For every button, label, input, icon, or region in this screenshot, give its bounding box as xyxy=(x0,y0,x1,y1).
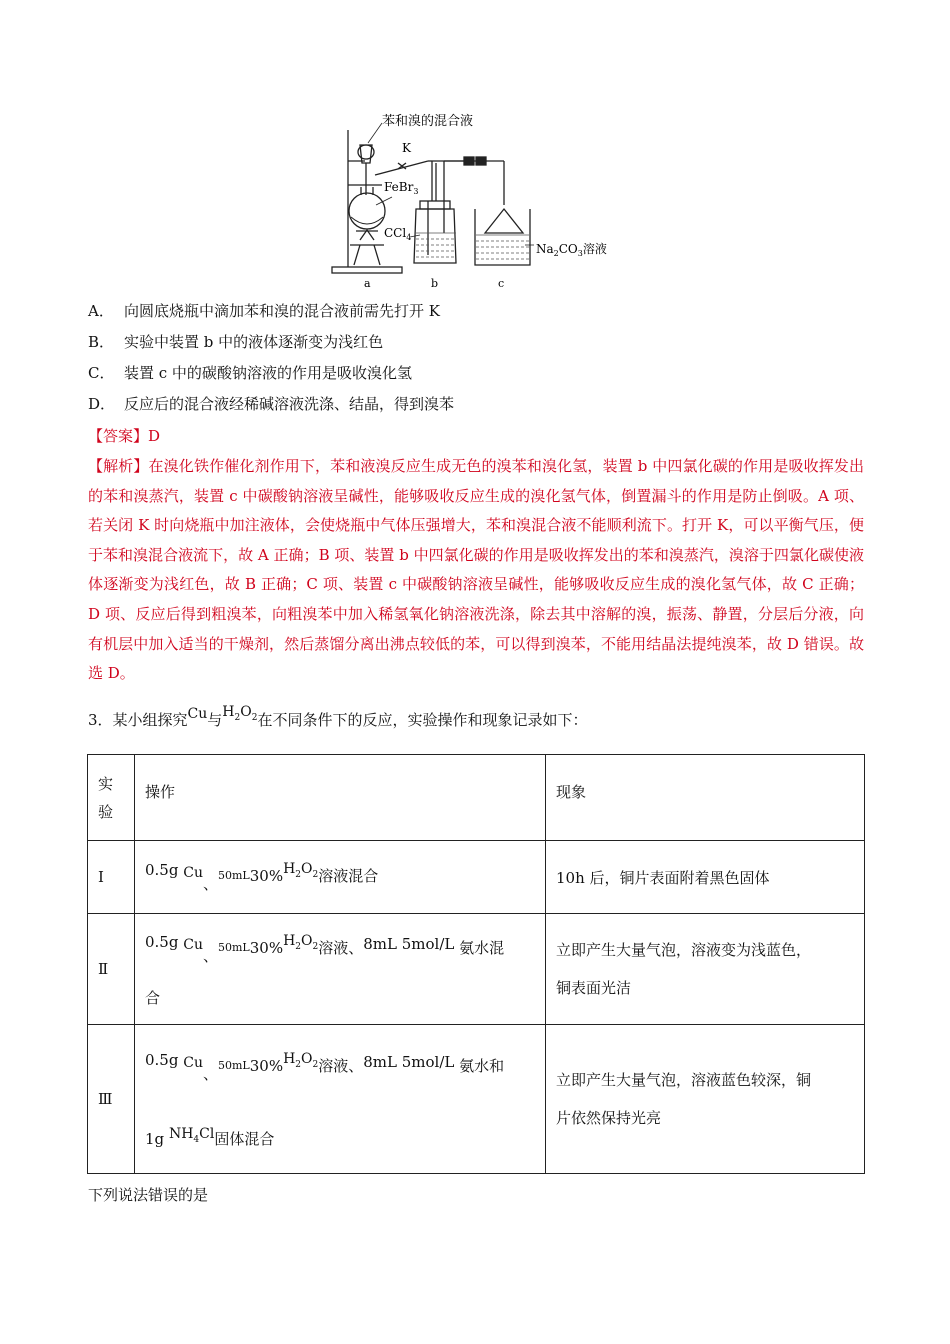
header-experiment: 实 验 xyxy=(88,755,135,841)
row-id: Ⅲ xyxy=(88,1025,135,1174)
apparatus-figure xyxy=(320,105,630,295)
option-a: A． 向圆底烧瓶中滴加苯和溴的混合液前需先打开 K xyxy=(88,302,440,320)
label-c: c xyxy=(498,277,505,290)
table-row xyxy=(88,914,865,1025)
row-result: 10h 后，铜片表面附着黑色固体 xyxy=(546,841,865,914)
row-result: 立即产生大量气泡，溶液蓝色较深，铜 片依然保持光亮 xyxy=(546,1025,865,1174)
table-row xyxy=(88,1025,865,1174)
label-mixture: 苯和溴的混合液 xyxy=(382,114,474,129)
option-c: C． 装置 c 中的碳酸钠溶液的作用是吸收溴化氢 xyxy=(88,364,412,382)
label-febr3: FeBr$_3$ xyxy=(384,180,419,196)
experiment-table xyxy=(87,754,865,1174)
label-ccl4: CCl$_4$ xyxy=(384,226,412,242)
label-na2co3: $Na_2CO_3$溶液 xyxy=(536,242,607,258)
row-operation: 0.5g Cu、$50mL30\%H_2O_2$溶液、8mL 5mol/L 氨水混 合 xyxy=(135,914,546,1025)
row-id: Ⅱ xyxy=(88,914,135,1025)
header-operation: 操作 xyxy=(135,755,546,841)
label-a: a xyxy=(364,277,371,290)
row-operation: 0.5g Cu、$50mL30\%H_2O_2$溶液混合 xyxy=(135,841,546,914)
label-b: b xyxy=(431,277,439,290)
option-d: D． 反应后的混合液经稀碱溶液洗涤、结晶，得到溴苯 xyxy=(88,395,455,413)
table-row xyxy=(88,841,865,914)
label-k: K xyxy=(402,141,411,155)
option-b: B． 实验中装置 b 中的液体逐渐变为浅红色 xyxy=(88,333,384,351)
row-id: Ⅰ xyxy=(88,841,135,914)
table-header xyxy=(88,755,865,841)
row-operation: 0.5g Cu、$50mL30\%H_2O_2$溶液、8mL 5mol/L 氨水和 1g $NH_4Cl$固体混合 xyxy=(135,1025,546,1174)
question-3: 3．某小组探究Cu与$H_2O_2$在不同条件下的反应，实验操作和现象记录如下： xyxy=(88,704,588,729)
row-result: 立即产生大量气泡，溶液变为浅蓝色， 铜表面光洁 xyxy=(546,914,865,1025)
following-statement: 下列说法错误的是 xyxy=(88,1186,209,1204)
answer: 【答案】D xyxy=(88,427,161,445)
header-phenomenon: 现象 xyxy=(546,755,865,841)
analysis: 【解析】在溴化铁作催化剂作用下，苯和液溴反应生成无色的溴苯和溴化氢，装置 b 中四氯化碳的作用是吸收挥发出的苯和溴蒸汽，装置 c 中碳酸钠溶液呈碱性，能够吸收反应生成的溴化氢气体，倒置漏斗的作用是防止倒吸。A 项、若关闭 K 时向烧瓶中加注液体，会使烧瓶中气体压强增大，苯和溴混合液不能顺利流下。打开 K，可以平衡气压，便于苯和溴混合液流下，故 A 正确；B 项、装置 b 中四氯化碳的作用是吸收挥发出的苯和溴蒸汽，溴溶于四氯化碳使液体逐渐变为浅红色，故 B 正确；C 项、装置 c 中碳酸钠溶液呈碱性，能够吸收反应生成的溴化氢气体，故 C 正确；D 项、反应后得到粗溴苯，向粗溴苯中加入稀氢氧化钠溶液洗涤，除去其中溶解的溴，振荡、静置，分层后分液，向有机层中加入适当的干燥剂，然后蒸馏分离出沸点较低的苯，可以得到溴苯，不能用结晶法提纯溴苯，故 D 错误。故选 D。 xyxy=(88,457,864,683)
